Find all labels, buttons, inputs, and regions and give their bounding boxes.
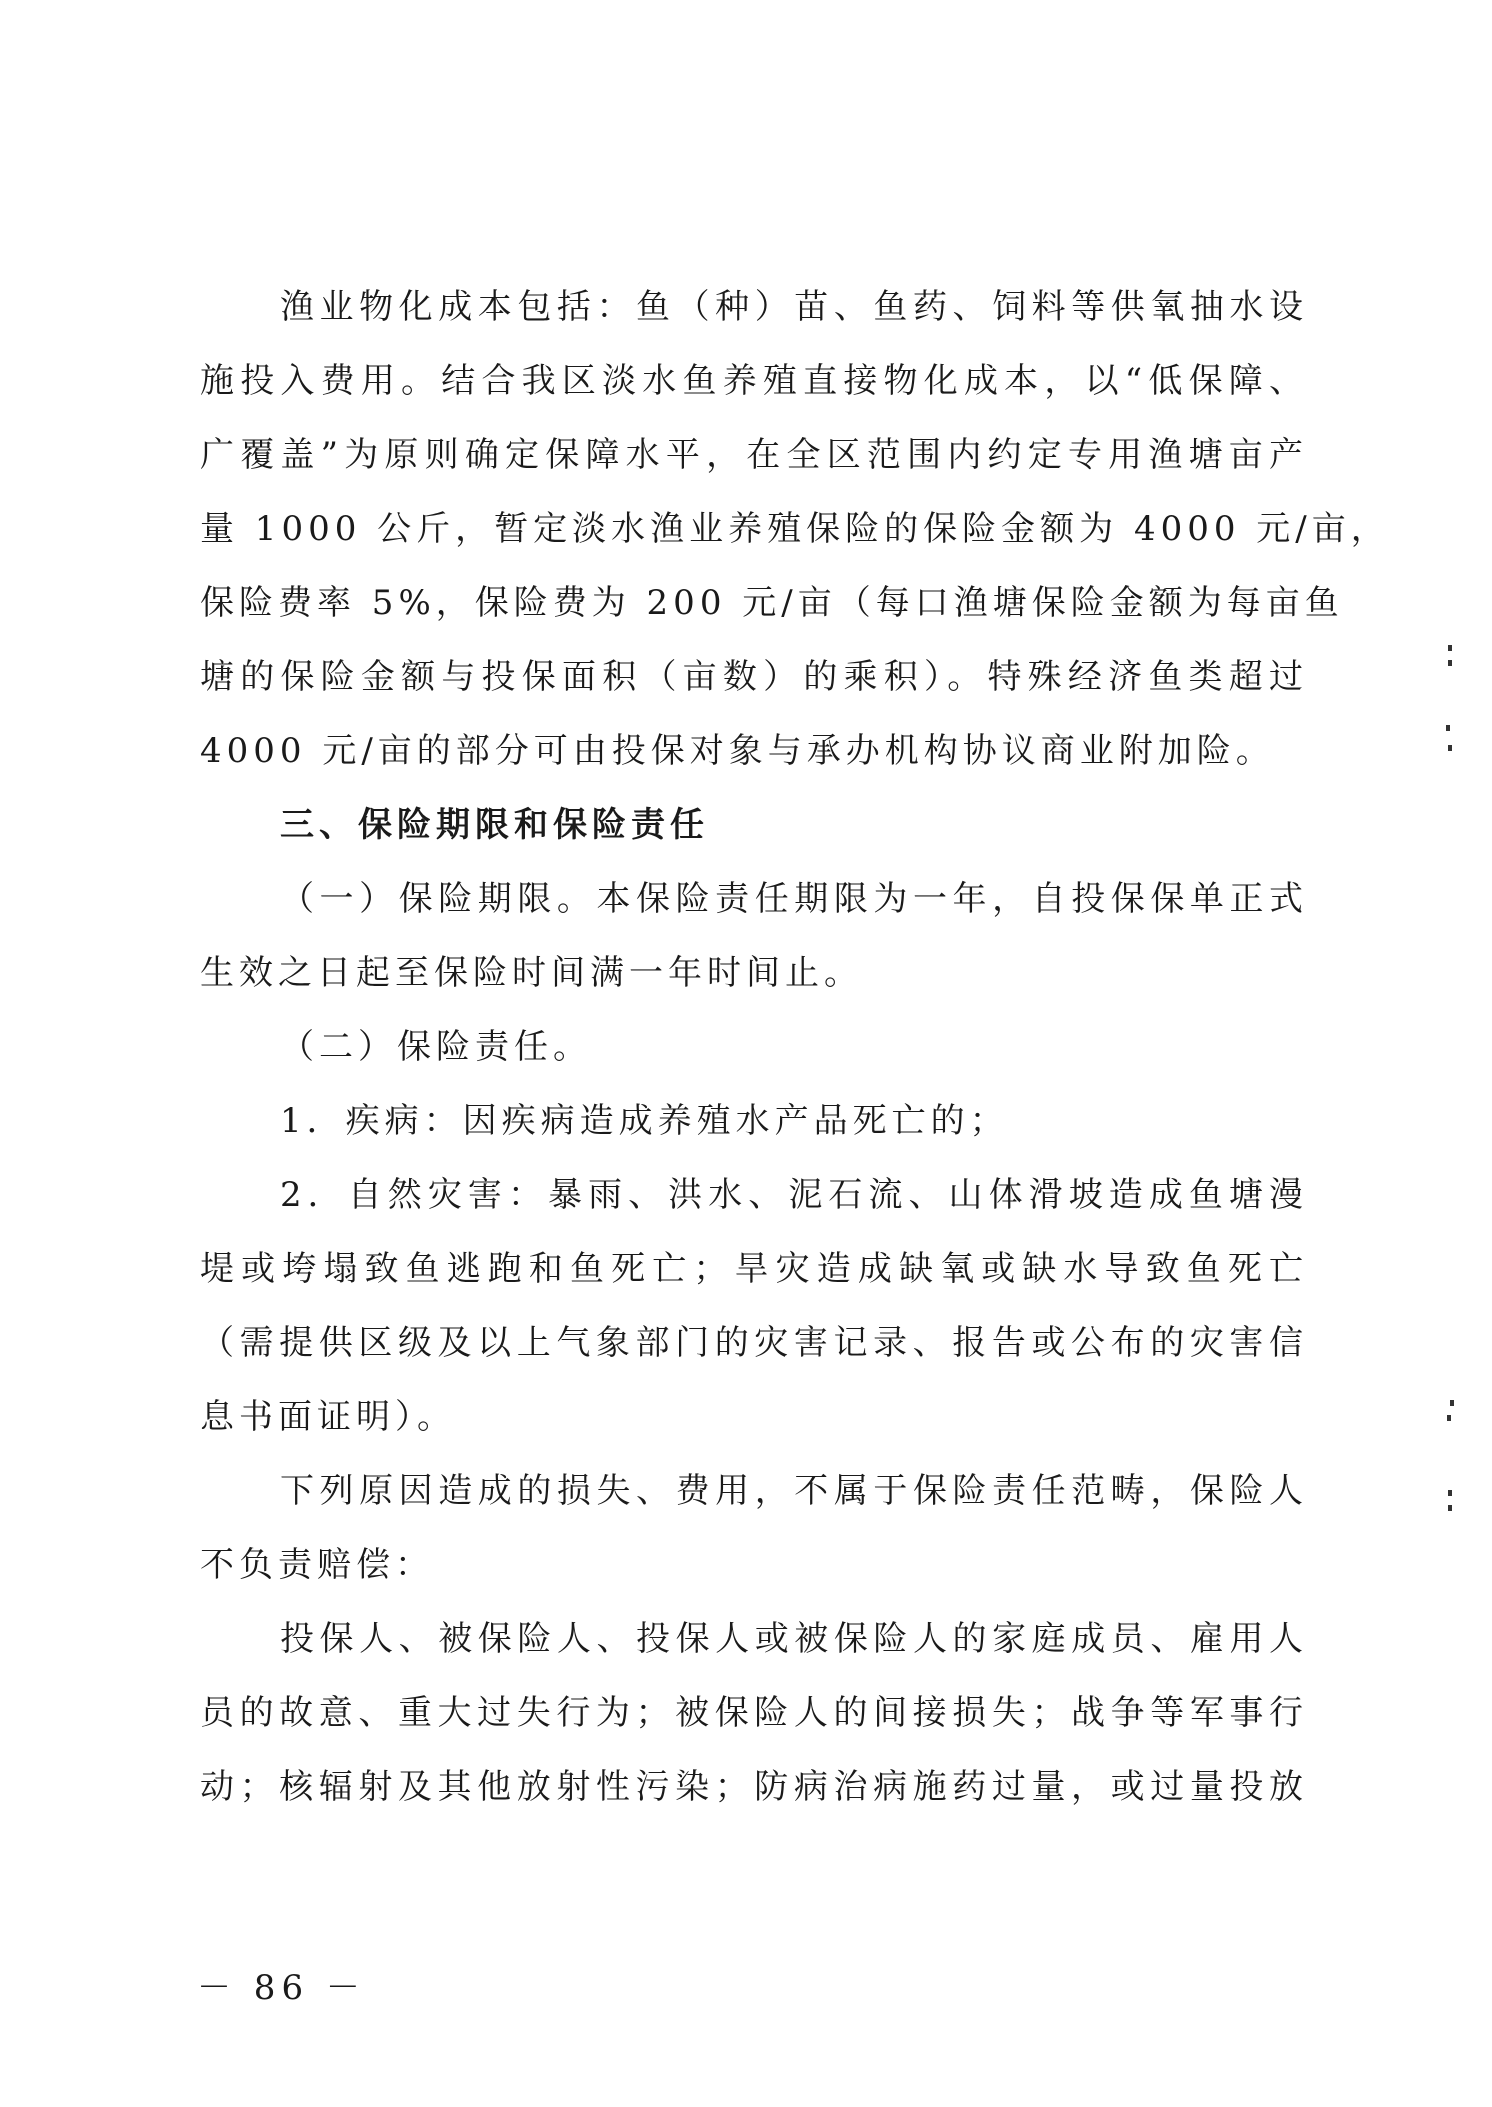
page-number: － 86 －	[197, 1968, 366, 2008]
liability-item-2-line: （需提供区级及以上气象部门的灾害记录、报告或公布的灾害信	[200, 1323, 1308, 1363]
exclusion-intro-line: 不负责赔偿：	[200, 1545, 434, 1585]
binding-mark	[1450, 1400, 1454, 1406]
binding-mark	[1448, 745, 1452, 751]
exclusion-detail-line: 员的故意、重大过失行为；被保险人的间接损失；战争等军事行	[200, 1693, 1308, 1733]
paragraph1-line: 广覆盖”为原则确定保障水平，在全区范围内约定专用渔塘亩产	[200, 435, 1308, 475]
exclusion-intro-line: 下列原因造成的损失、费用，不属于保险责任范畴，保险人	[280, 1471, 1308, 1511]
binding-mark	[1448, 1505, 1452, 1511]
binding-mark	[1448, 645, 1452, 651]
liability-heading: （二）保险责任。	[280, 1027, 592, 1067]
paragraph1-line: 塘的保险金额与投保面积（亩数）的乘积）。特殊经济鱼类超过	[200, 657, 1308, 697]
paragraph1-line: 4000 元/亩的部分可由投保对象与承办机构协议商业附加险。	[200, 731, 1275, 771]
liability-item-2-line: 2．自然灾害：暴雨、洪水、泥石流、山体滑坡造成鱼塘漫	[280, 1175, 1308, 1215]
binding-mark	[1447, 1415, 1451, 1421]
term-line: 生效之日起至保险时间满一年时间止。	[200, 953, 863, 993]
binding-mark	[1446, 725, 1450, 731]
liability-item-2-line: 堤或垮塌致鱼逃跑和鱼死亡；旱灾造成缺氧或缺水导致鱼死亡	[200, 1249, 1308, 1289]
liability-item-1: 1．疾病：因疾病造成养殖水产品死亡的；	[280, 1101, 1009, 1141]
paragraph1-line: 量 1000 公斤，暂定淡水渔业养殖保险的保险金额为 4000 元/亩，	[200, 509, 1390, 549]
binding-mark	[1448, 1490, 1452, 1496]
paragraph1-line: 渔业物化成本包括：鱼（种）苗、鱼药、饲料等供氧抽水设	[280, 287, 1308, 327]
body-text	[200, 270, 1390, 1824]
liability-item-2-line: 息书面证明）。	[200, 1397, 456, 1437]
term-line: （一）保险期限。本保险责任期限为一年，自投保保单正式	[280, 879, 1308, 919]
paragraph1-line: 施投入费用。结合我区淡水鱼养殖直接物化成本，以“低保障、	[200, 361, 1308, 401]
section-heading: 三、保险期限和保险责任	[280, 805, 709, 845]
exclusion-detail-line: 动；核辐射及其他放射性污染；防病治病施药过量，或过量投放	[200, 1767, 1308, 1807]
paragraph1-line: 保险费率 5%，保险费为 200 元/亩（每口渔塘保险金额为每亩鱼	[200, 583, 1344, 623]
binding-mark	[1448, 660, 1452, 666]
exclusion-detail-line: 投保人、被保险人、投保人或被保险人的家庭成员、雇用人	[280, 1619, 1308, 1659]
